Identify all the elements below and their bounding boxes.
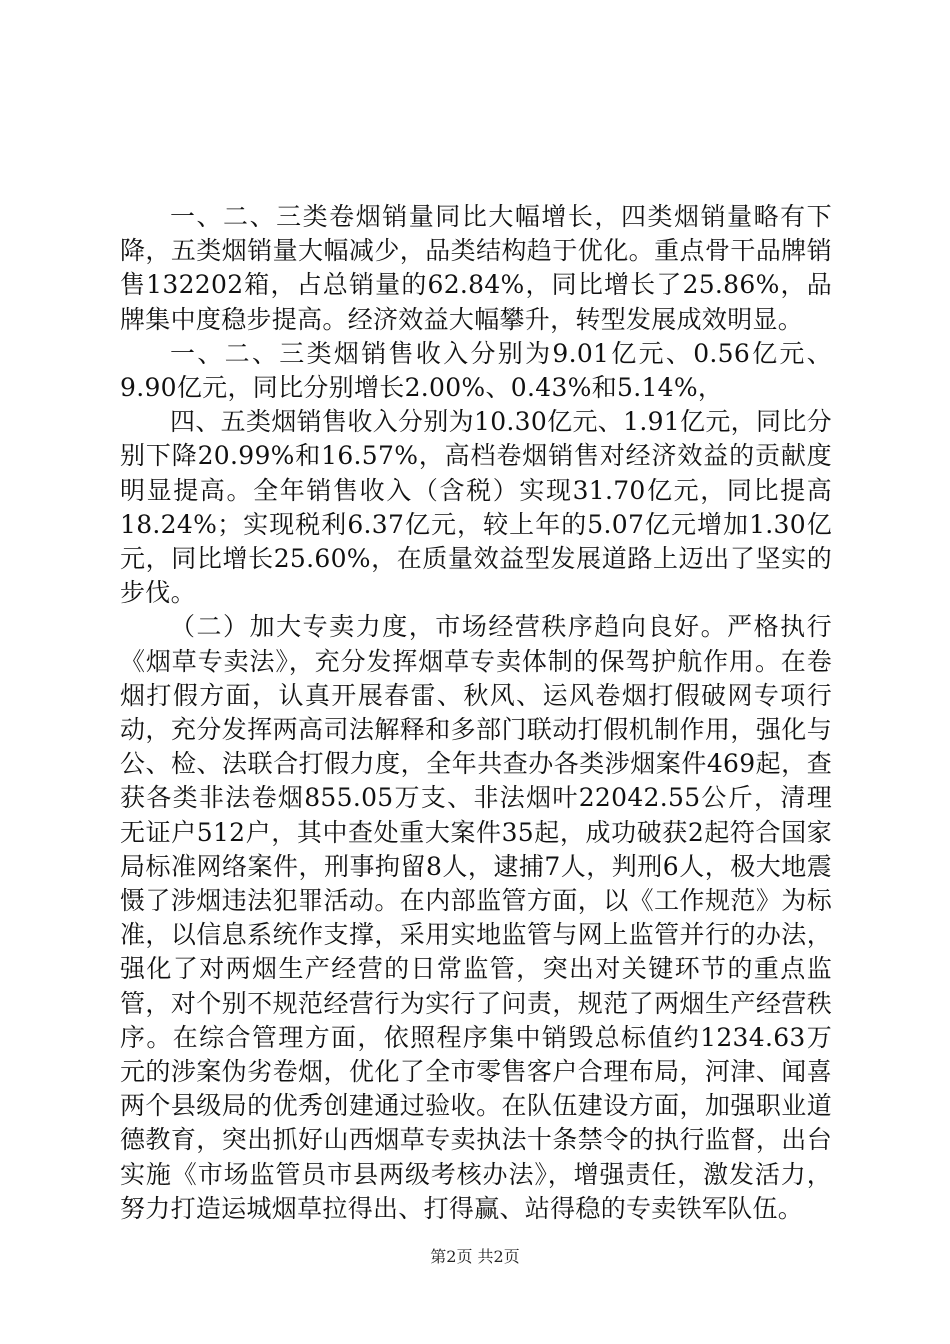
paragraph: （二）加大专卖力度，市场经营秩序趋向良好。严格执行《烟草专卖法》，充分发挥烟草专卖体制的保驾护航作用。在卷烟打假方面，认真开展春雷、秋风、运风卷烟打假破网专项行动，充分发挥两高司法解释和多部门联动打假机制作用，强化与公、检、法联合打假力度，全年共查办各类涉烟案件469起，查获各类非法卷烟855.05万支、非法烟叶22042.55公斤，清理无证户512户，其中查处重大案件35起，成功破获2起符合国家局标准网络案件，刑事拘留8人，逮捕7人，判刑6人，极大地震慑了涉烟违法犯罪活动。在内部监管方面，以《工作规范》为标准，以信息系统作支撑，采用实地监管与网上监管并行的办法，强化了对两烟生产经营的日常监管，突出对关键环节的重点监管，对个别不规范经营行为实行了问责，规范了两烟生产经营秩序。在综合管理方面，依照程序集中销毁总标值约1234.63万元的涉案伪劣卷烟，优化了全市零售客户合理布局，河津、闻喜两个县级局的优秀创建通过验收。在队伍建设方面，加强职业道德教育，突出抓好山西烟草专卖执法十条禁令的执行监督，出台实施《市场监管员市县两级考核办法》，增强责任，激发活力，努力打造运城烟草拉得出、打得赢、站得稳的专卖铁军队伍。: [120, 612, 832, 1223]
document-body: [120, 200, 832, 1226]
page-footer: 第2页 共2页: [430, 1247, 520, 1266]
paragraph: 四、五类烟销售收入分别为10.30亿元、1.91亿元，同比分别下降20.99%和16.57%，高档卷烟销售对经济效益的贡献度明显提高。全年销售收入（含税）实现31.70亿元，同比提高18.24%；实现税利6.37亿元，较上年的5.07亿元增加1.30亿元，同比增长25.60%，在质量效益型发展道路上迈出了坚实的步伐。: [120, 407, 832, 608]
paragraph: 一、二、三类卷烟销量同比大幅增长，四类烟销量略有下降，五类烟销量大幅减少，品类结构趋于优化。重点骨干品牌销售132202箱，占总销量的62.84%，同比增长了25.86%，品牌集中度稳步提高。经济效益大幅攀升，转型发展成效明显。: [120, 202, 832, 334]
paragraph: 一、二、三类烟销售收入分别为9.01亿元、0.56亿元、9.90亿元，同比分别增长2.00%、0.43%和5.14%，: [120, 338, 832, 403]
